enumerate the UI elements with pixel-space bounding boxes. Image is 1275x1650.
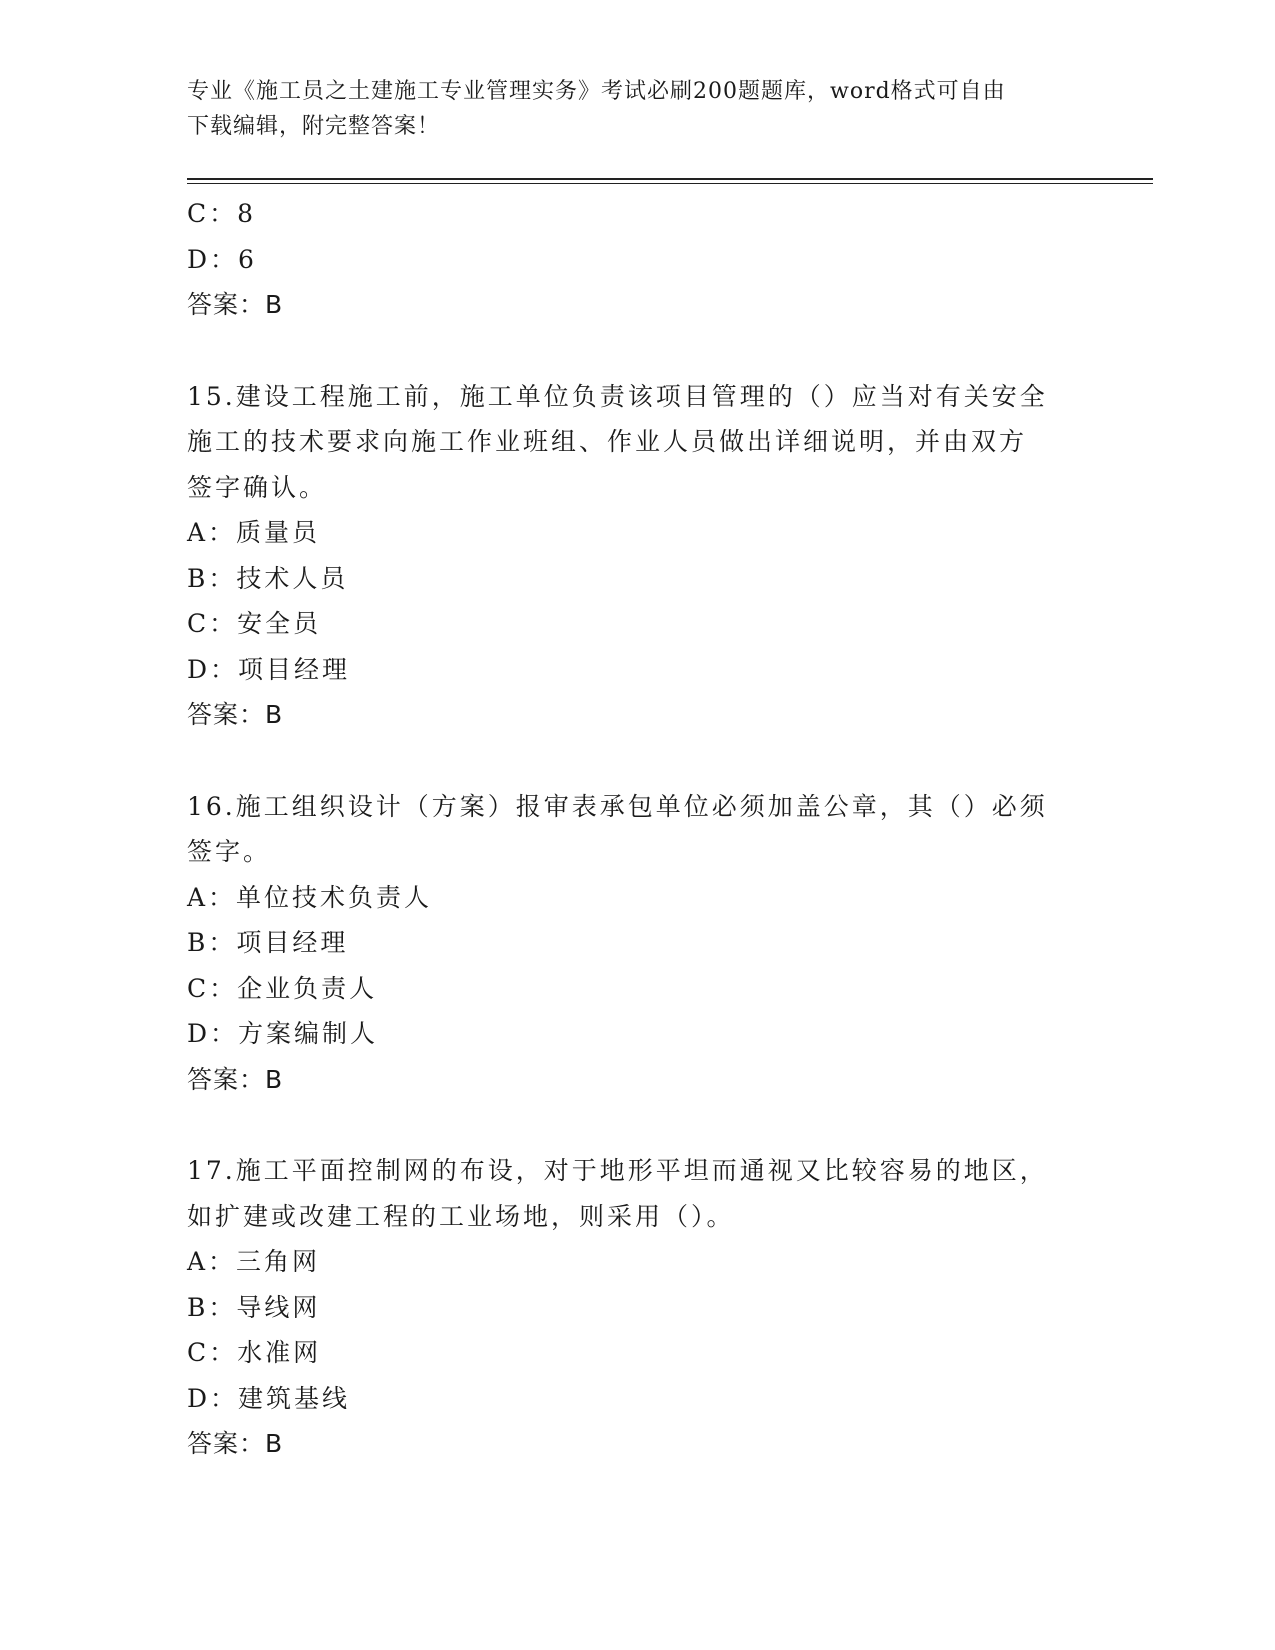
question-content — [187, 191, 1067, 1467]
question-stem-line: 如扩建或改建工程的工业场地，则采用（）。 — [187, 1201, 735, 1231]
spacer — [187, 1102, 1067, 1148]
header-line-2: 下载编辑，附完整答案！ — [187, 114, 441, 139]
question-stem-line: 17.施工平面控制网的布设，对于地形平坦而通视又比较容易的地区， — [187, 1156, 1048, 1185]
prev-question — [187, 191, 1067, 328]
option-d: D：建筑基线 — [187, 1383, 351, 1413]
option-b: B：技术人员 — [187, 563, 349, 593]
option-c: C：企业负责人 — [187, 973, 378, 1003]
option-a: A：三角网 — [187, 1247, 321, 1276]
answer-line: 答案：B — [187, 1064, 284, 1094]
option-d: D：6 — [187, 244, 257, 274]
option-d: D：项目经理 — [187, 654, 351, 684]
option-b: B：导线网 — [187, 1292, 321, 1322]
question-17 — [187, 1148, 1067, 1467]
question-stem-line: 施工的技术要求向施工作业班组、作业人员做出详细说明，并由双方 — [187, 427, 1028, 456]
header-line-1: 专业《施工员之土建施工专业管理实务》考试必刷200题题库，word格式可自由 — [187, 79, 1006, 104]
option-c: C：水准网 — [187, 1338, 322, 1367]
question-stem-line: 签字。 — [187, 837, 272, 866]
question-16 — [187, 784, 1067, 1103]
question-15 — [187, 374, 1067, 738]
question-stem-line: 签字确认。 — [187, 472, 328, 502]
question-stem-line: 16.施工组织设计（方案）报审表承包单位必须加盖公章，其（）必须 — [187, 791, 1048, 821]
header-rule-thin — [187, 183, 1153, 184]
page-header — [187, 74, 1067, 144]
answer-line: 答案：B — [187, 1429, 284, 1458]
option-c: C：8 — [187, 199, 257, 228]
answer-line: 答案：B — [187, 700, 284, 729]
answer-line: 答案：B — [187, 290, 284, 319]
option-d: D：方案编制人 — [187, 1019, 379, 1048]
option-a: A：单位技术负责人 — [187, 882, 433, 912]
option-c: C：安全员 — [187, 609, 322, 638]
option-a: A：质量员 — [187, 518, 321, 547]
question-stem-line: 15.建设工程施工前，施工单位负责该项目管理的（）应当对有关安全 — [187, 381, 1048, 411]
spacer — [187, 328, 1067, 374]
spacer — [187, 738, 1067, 784]
header-rule-thick — [187, 178, 1153, 180]
option-b: B：项目经理 — [187, 928, 349, 957]
